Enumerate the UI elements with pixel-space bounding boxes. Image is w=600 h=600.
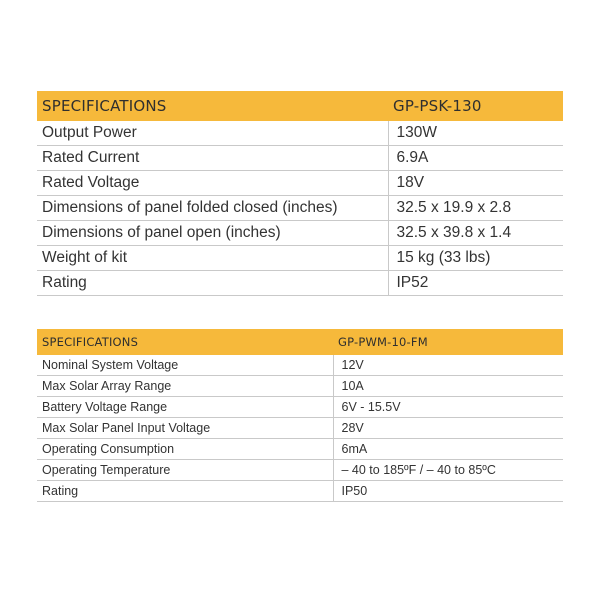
spec-name: Rated Voltage: [37, 171, 388, 196]
header-label: SPECIFICATIONS: [37, 91, 388, 121]
spec-name: Max Solar Panel Input Voltage: [37, 418, 333, 439]
header-model: GP-PSK-130: [388, 91, 563, 121]
table-row: [37, 271, 563, 296]
table-row: [37, 481, 563, 502]
table-row: [37, 376, 563, 397]
spec-name: Rated Current: [37, 146, 388, 171]
spec-value: – 40 to 185ºF / – 40 to 85ºC: [333, 460, 563, 481]
spec-value: 130W: [388, 121, 563, 146]
table-row: [37, 397, 563, 418]
table-row: [37, 246, 563, 271]
table-row: [37, 418, 563, 439]
spec-name: Dimensions of panel folded closed (inches): [37, 196, 388, 221]
spec-name: Operating Consumption: [37, 439, 333, 460]
spec-value: 32.5 x 39.8 x 1.4: [388, 221, 563, 246]
spec-value: 32.5 x 19.9 x 2.8: [388, 196, 563, 221]
spec-name: Operating Temperature: [37, 460, 333, 481]
spec-value: 18V: [388, 171, 563, 196]
spec-value: 28V: [333, 418, 563, 439]
table-header-row: [37, 91, 563, 121]
spec-name: Rating: [37, 271, 388, 296]
spec-table-gp-pwm-10-fm: [37, 329, 563, 502]
spec-value: 15 kg (33 lbs): [388, 246, 563, 271]
header-label: SPECIFICATIONS: [37, 329, 333, 355]
table-row: [37, 460, 563, 481]
spec-value: 12V: [333, 355, 563, 376]
spec-table-gp-psk-130: [37, 91, 563, 296]
spec-name: Output Power: [37, 121, 388, 146]
spec-name: Battery Voltage Range: [37, 397, 333, 418]
spec-value: 6V - 15.5V: [333, 397, 563, 418]
table-row: [37, 121, 563, 146]
table-row: [37, 146, 563, 171]
spec-value: 6mA: [333, 439, 563, 460]
spec-name: Rating: [37, 481, 333, 502]
table-row: [37, 355, 563, 376]
spec-value: IP52: [388, 271, 563, 296]
spec-name: Max Solar Array Range: [37, 376, 333, 397]
table-row: [37, 196, 563, 221]
table-row: [37, 439, 563, 460]
table-row: [37, 171, 563, 196]
spec-name: Weight of kit: [37, 246, 388, 271]
spec-value: 6.9A: [388, 146, 563, 171]
spec-name: Nominal System Voltage: [37, 355, 333, 376]
spec-value: IP50: [333, 481, 563, 502]
table-header-row: [37, 329, 563, 355]
table-row: [37, 221, 563, 246]
header-model: GP-PWM-10-FM: [333, 329, 563, 355]
spec-name: Dimensions of panel open (inches): [37, 221, 388, 246]
spec-value: 10A: [333, 376, 563, 397]
